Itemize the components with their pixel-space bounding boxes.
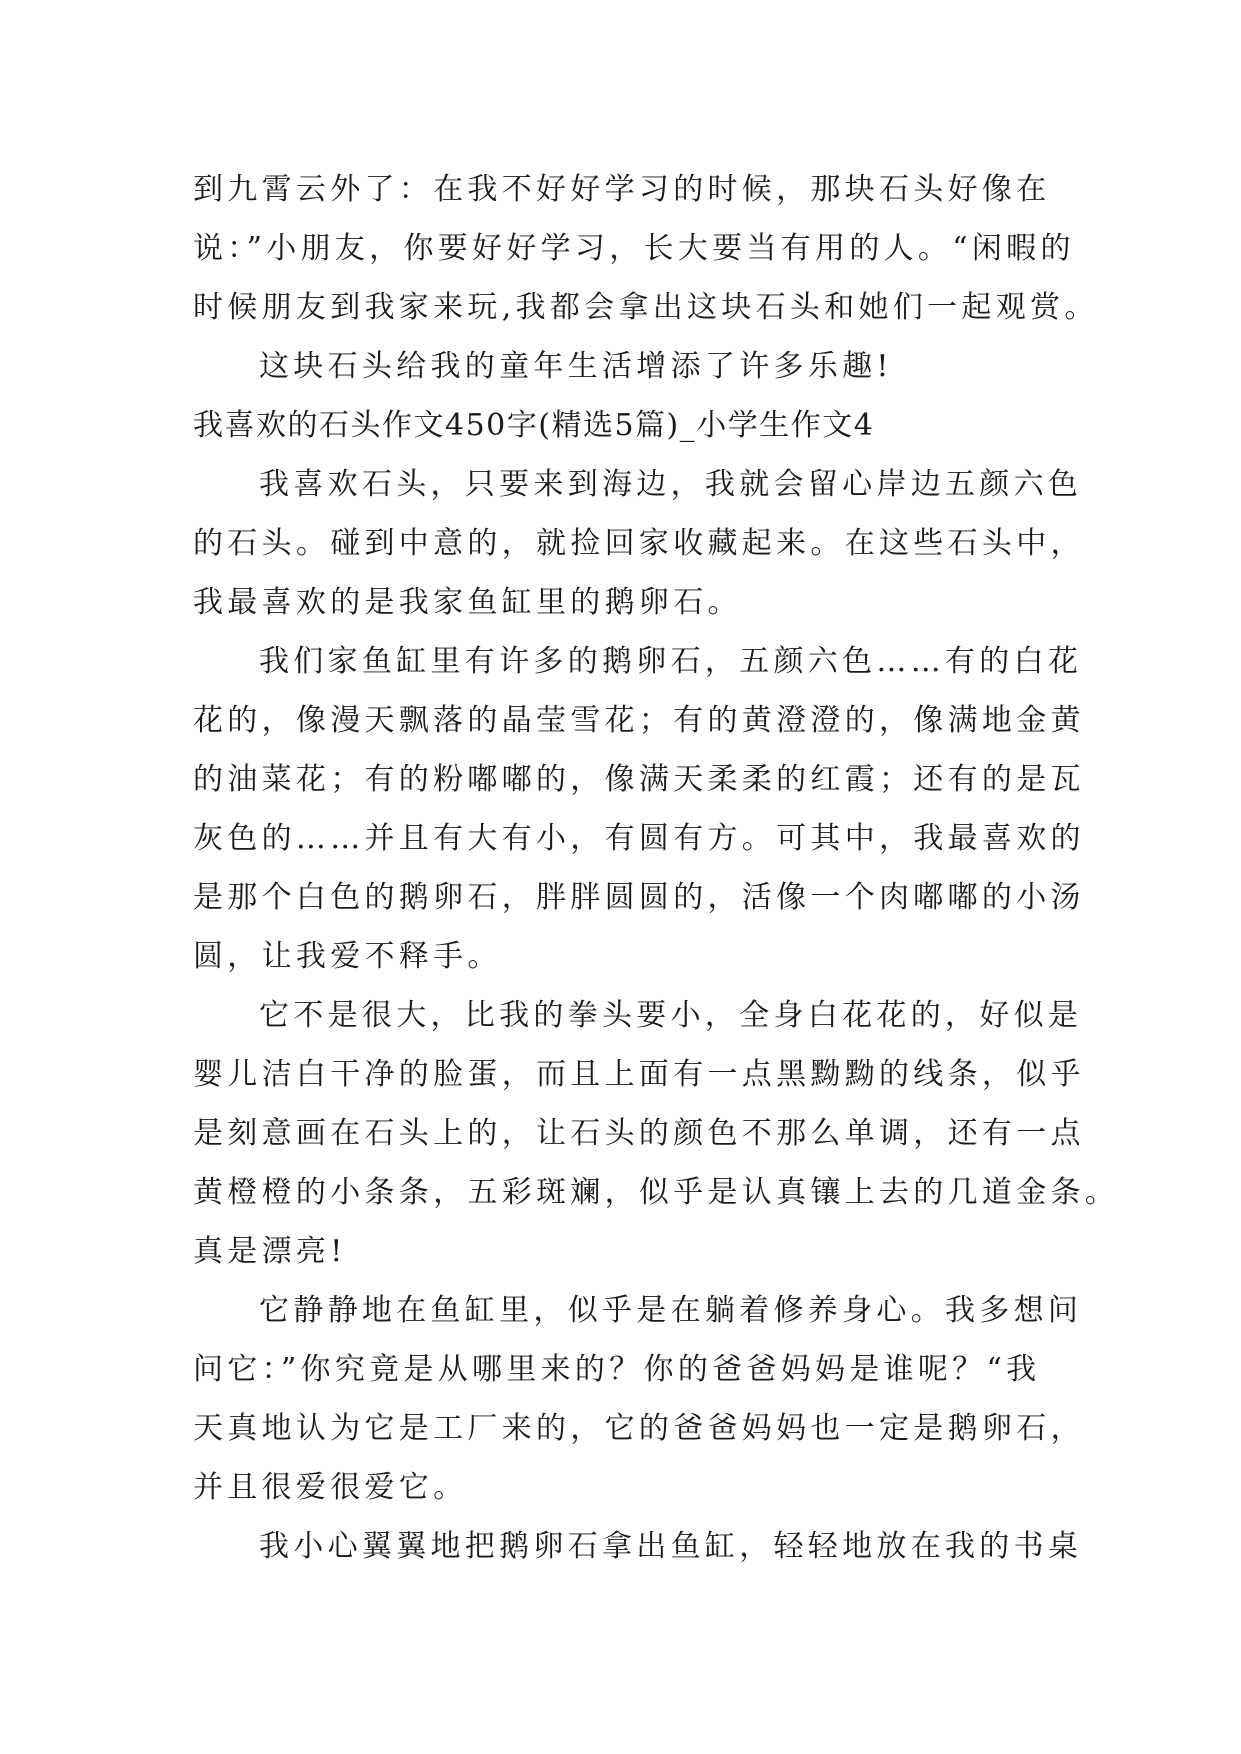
text-line: 是刻意画在石头上的，让石头的颜色不那么单调，还有一点 [193, 1116, 1085, 1151]
section-title: 我喜欢的石头作文450字(精选5篇)_小学生作文4 [193, 408, 875, 443]
paragraph-start-line: 我小心翼翼地把鹅卵石拿出鱼缸，轻轻地放在我的书桌 [259, 1529, 1083, 1564]
paragraph-start-line: 我们家鱼缸里有许多的鹅卵石，五颜六色……有的白花 [259, 644, 1083, 679]
text-line: 真是漂亮! [193, 1234, 347, 1269]
text-line: 问它：”你究竟是从哪里来的？你的爸爸妈妈是谁呢？“我 [193, 1352, 1041, 1387]
text-line: 黄橙橙的小条条，五彩斑斓，似乎是认真镶上去的几道金条。 [193, 1175, 1120, 1210]
text-line: 并且很爱很爱它。 [193, 1470, 468, 1505]
text-line: 天真地认为它是工厂来的，它的爸爸妈妈也一定是鹅卵石， [193, 1411, 1085, 1446]
paragraph-start-line: 它静静地在鱼缸里，似乎是在躺着修养身心。我多想问 [259, 1293, 1083, 1328]
text-line: 我最喜欢的是我家鱼缸里的鹅卵石。 [193, 585, 742, 620]
paragraph-start-line: 我喜欢石头，只要来到海边，我就会留心岸边五颜六色 [259, 467, 1083, 502]
paragraph-start-line: 这块石头给我的童年生活增添了许多乐趣! [259, 349, 893, 384]
text-line: 时候朋友到我家来玩,我都会拿出这块石头和她们一起观赏。 [193, 290, 1099, 325]
document-body [193, 160, 1120, 1576]
paragraph-start-line: 它不是很大，比我的拳头要小，全身白花花的，好似是 [259, 998, 1083, 1033]
text-line: 灰色的……并且有大有小，有圆有方。可其中，我最喜欢的 [193, 821, 1085, 856]
text-line: 的石头。碰到中意的，就捡回家收藏起来。在这些石头中， [193, 526, 1085, 561]
text-line: 是那个白色的鹅卵石，胖胖圆圆的，活像一个肉嘟嘟的小汤 [193, 880, 1085, 915]
text-line: 的油菜花；有的粉嘟嘟的，像满天柔柔的红霞；还有的是瓦 [193, 762, 1085, 797]
text-line: 圆，让我爱不释手。 [193, 939, 502, 974]
text-line: 说：”小朋友，你要好好学习，长大要当有用的人。“闲暇的 [193, 231, 1075, 266]
text-line: 花的，像漫天飘落的晶莹雪花；有的黄澄澄的，像满地金黄 [193, 703, 1085, 738]
text-line: 到九霄云外了：在我不好好学习的时候，那块石头好像在 [193, 172, 1051, 207]
text-line: 婴儿洁白干净的脸蛋，而且上面有一点黑黝黝的线条，似乎 [193, 1057, 1085, 1092]
